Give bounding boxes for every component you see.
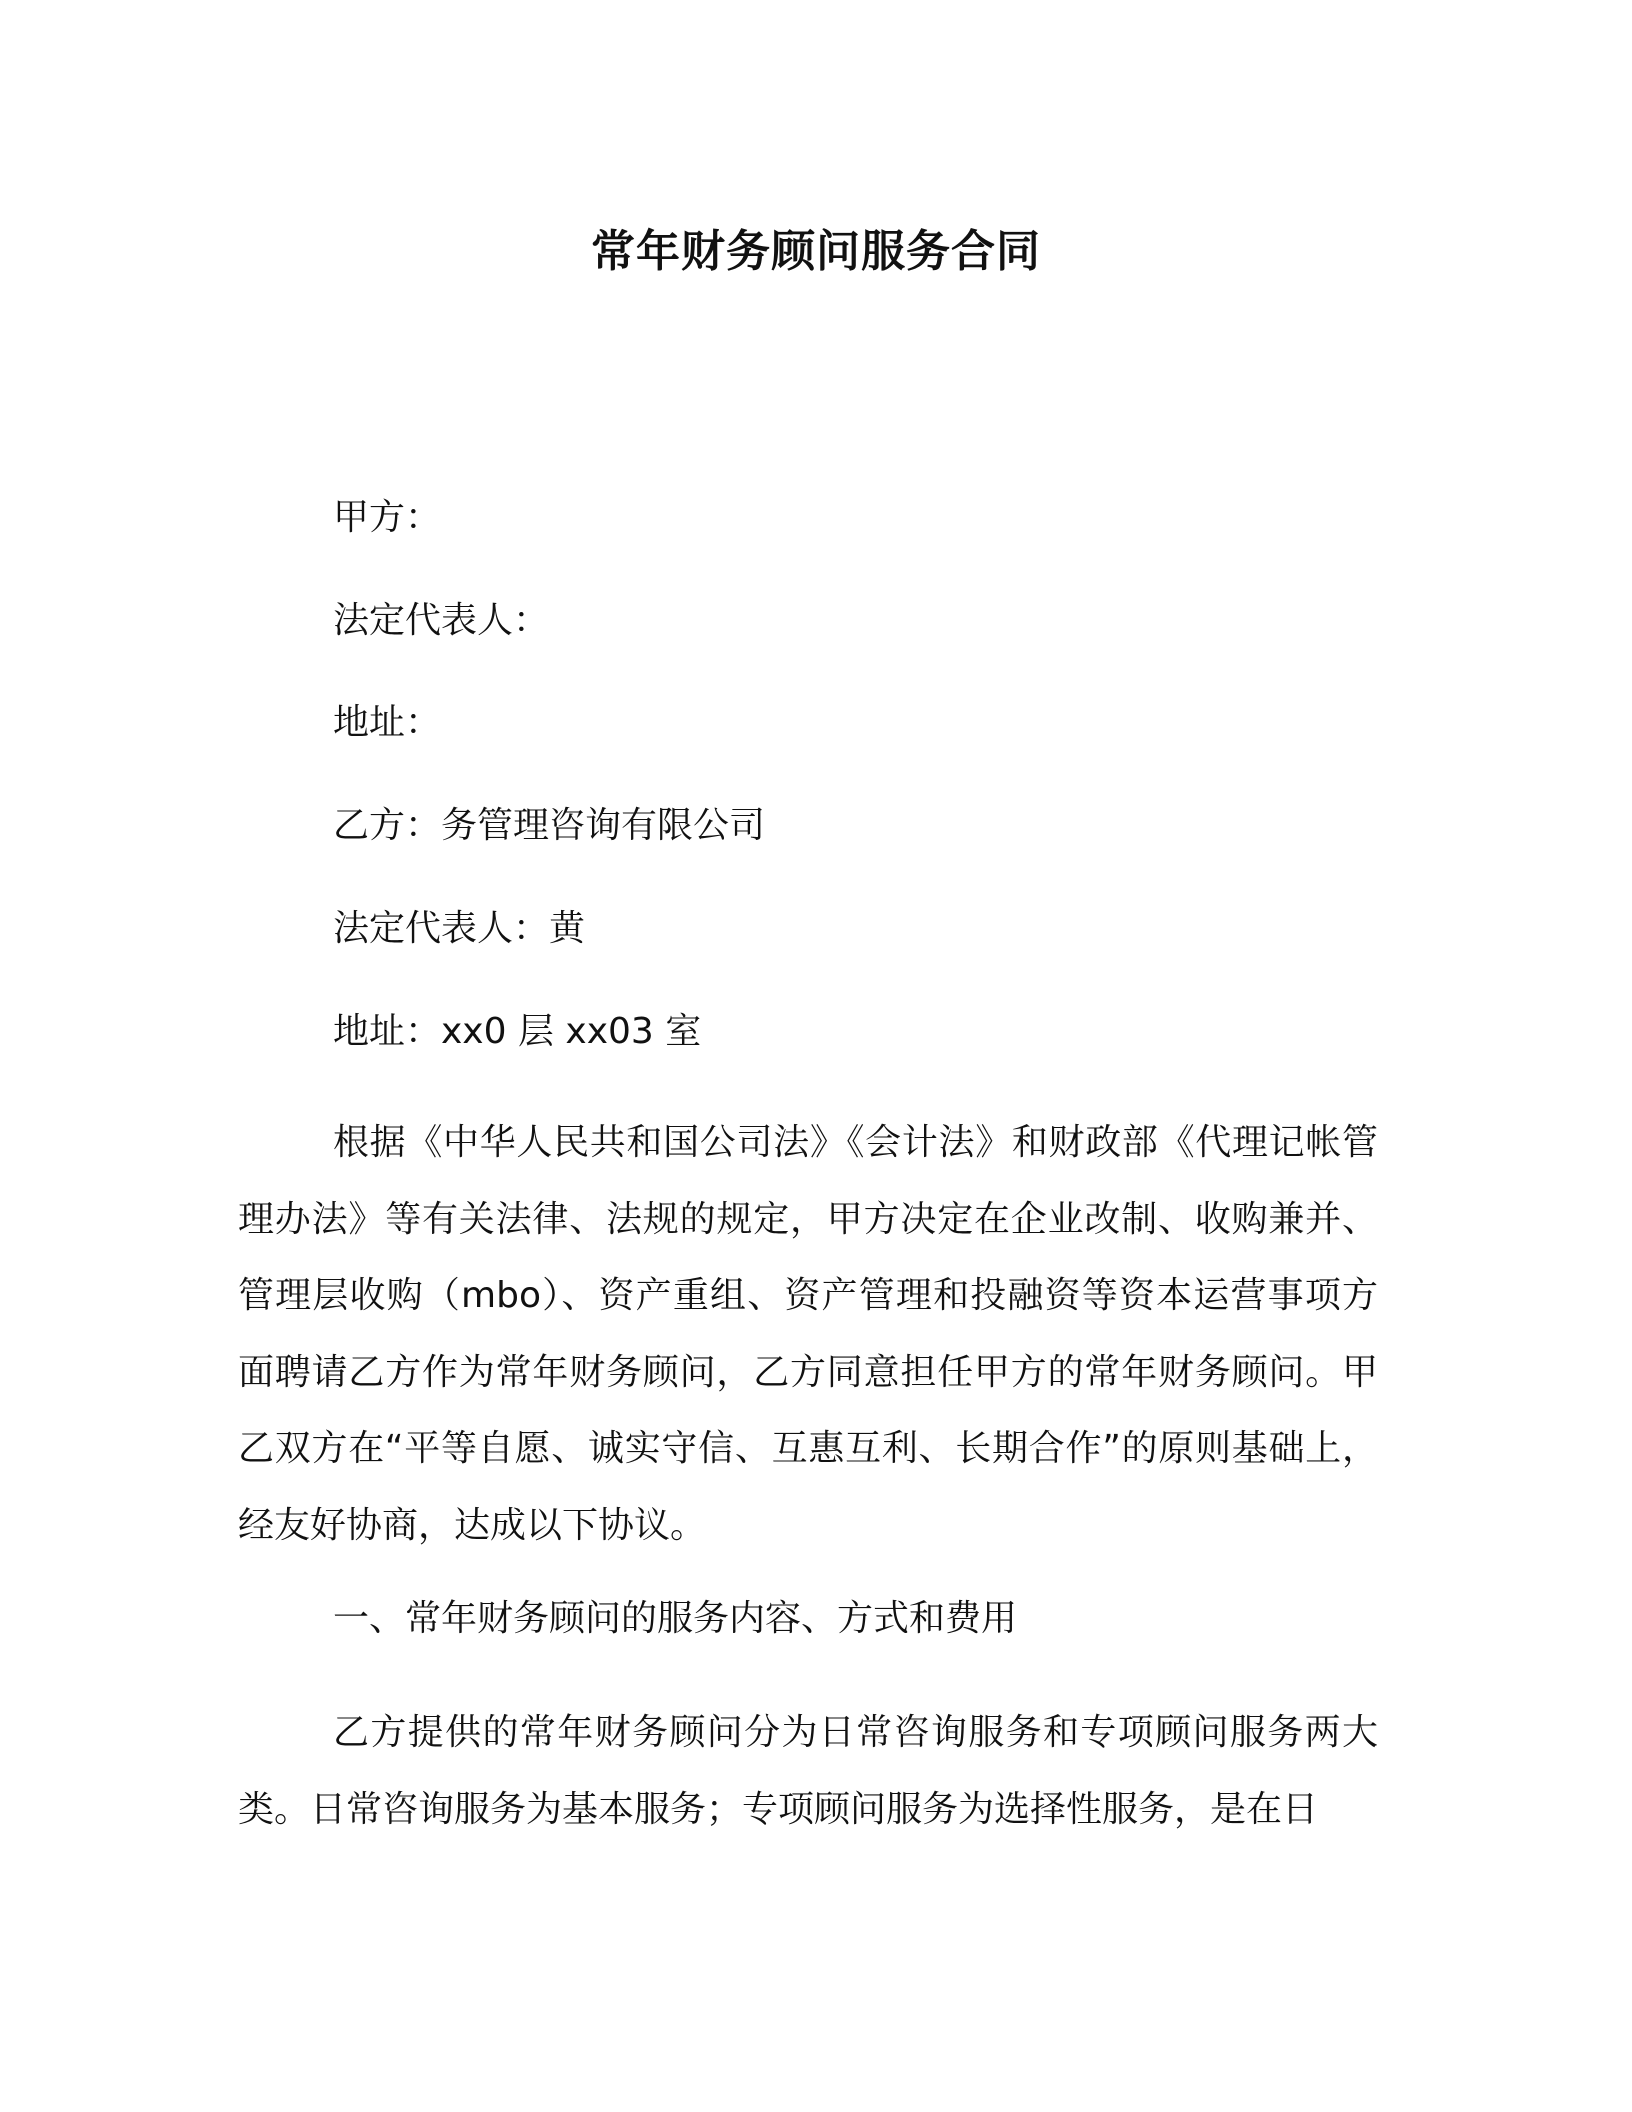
document-title: 常年财务顾问服务合同	[591, 226, 1041, 277]
party-a-line: 甲方：	[333, 497, 442, 538]
section-heading: 一、常年财务顾问的服务内容、方式和费用	[333, 1598, 1018, 1639]
party-b-line: 乙方：务管理咨询有限公司	[333, 805, 766, 846]
party-b-representative-line: 法定代表人：黄	[333, 908, 586, 949]
party-a-representative-line: 法定代表人：	[333, 600, 550, 641]
party-b-address-line: 地址：xx0 层 xx03 室	[333, 1011, 702, 1052]
intro-paragraph: 根据《中华人民共和国公司法》《会计法》和财政部《代理记帐管理办法》等有关法律、法规的规定，甲方决定在企业改制、收购兼并、管理层收购（mbo）、资产重组、资产管理和投融资等资本运营事项方面聘请乙方作为常年财务顾问，乙方同意担任甲方的常年财务顾问。甲乙双方在“平等自愿、诚实守信、互惠互利、长期合作”的原则基础上，经友好协商，达成以下协议。	[238, 1122, 1378, 1546]
section-paragraph: 乙方提供的常年财务顾问分为日常咨询服务和专项顾问服务两大类。日常咨询服务为基本服务；专项顾问服务为选择性服务，是在日	[238, 1712, 1378, 1830]
party-a-address-line: 地址：	[333, 702, 442, 743]
